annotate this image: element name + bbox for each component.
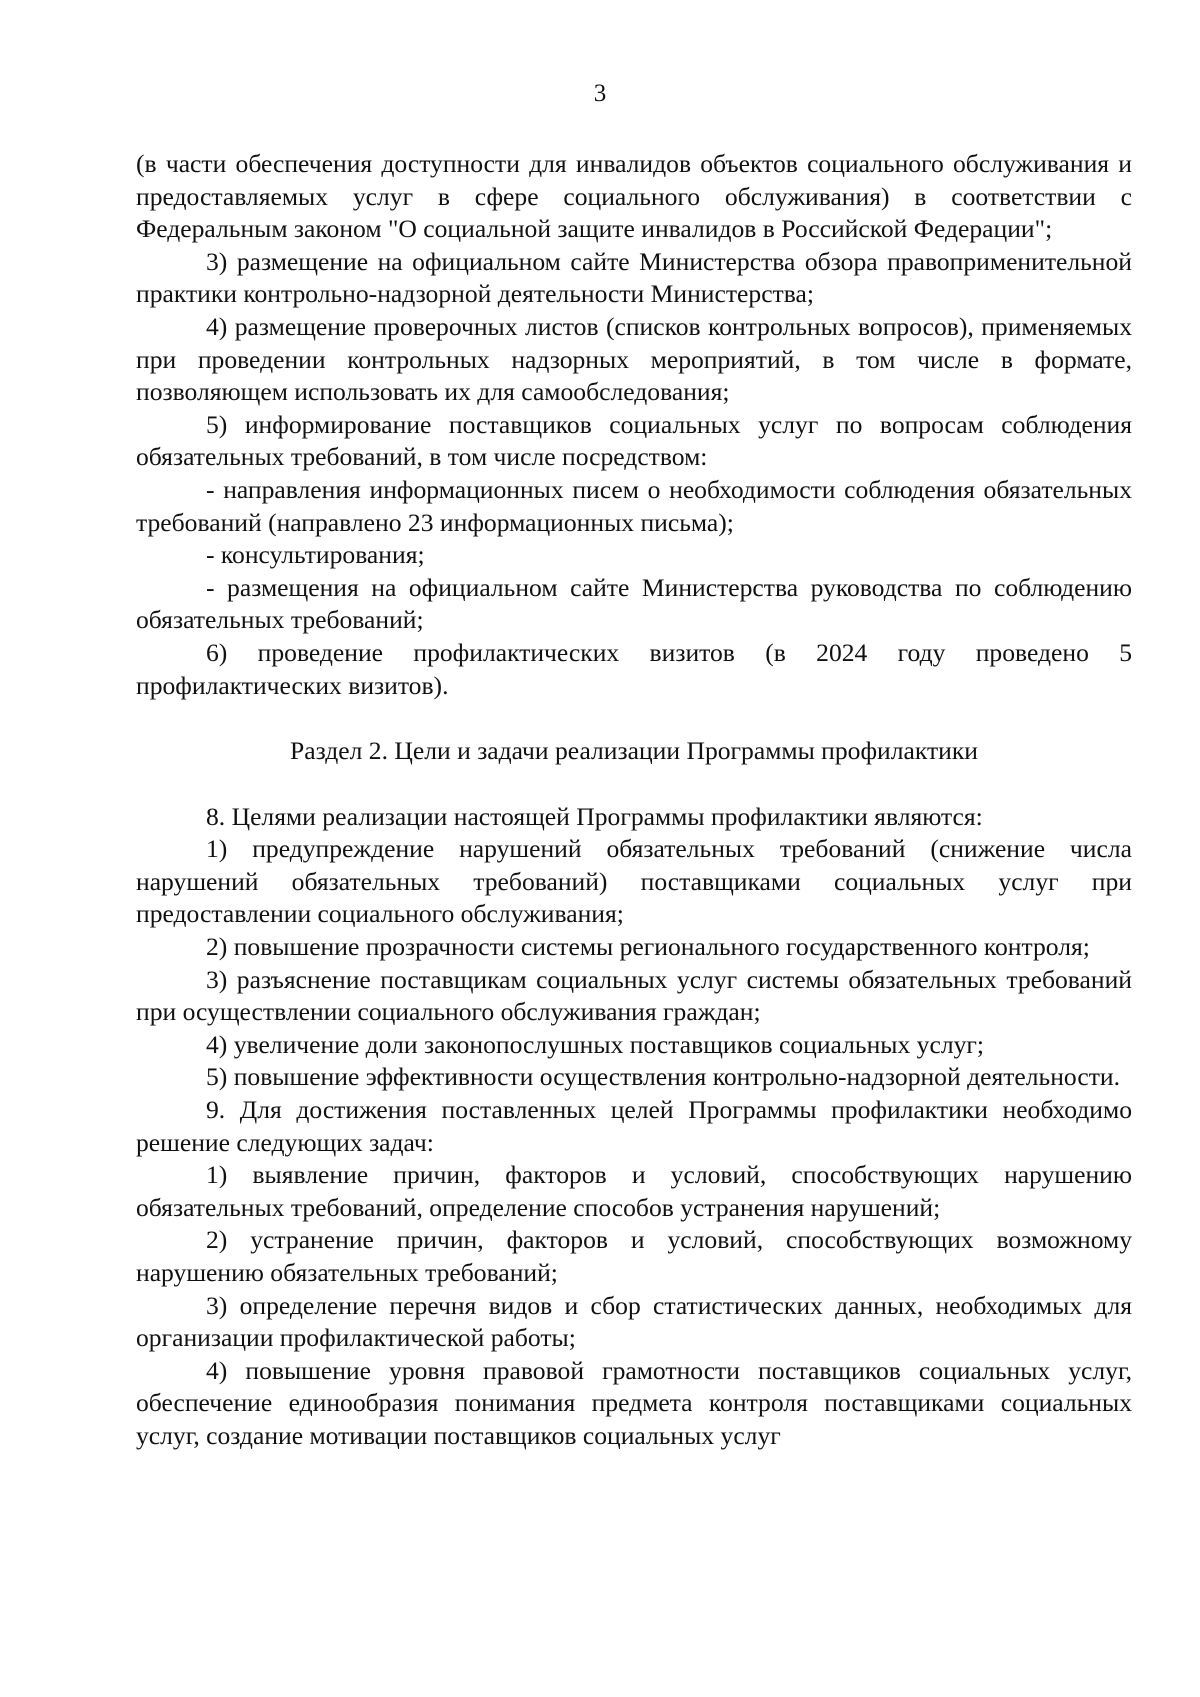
- list-item-6: 6) проведение профилактических визитов (в 2024 году проведено 5 профилактических визитов).: [136, 637, 1132, 700]
- list-item-3: 3) размещение на официальном сайте Министерства обзора правоприменительной практики контрольно-надзорной деятельности Министерства;: [136, 246, 1132, 309]
- section-heading: Раздел 2. Цели и задачи реализации Программы профилактики: [290, 736, 978, 766]
- dash-item-consulting: - консультирования;: [206, 540, 425, 570]
- goal-item-4: 4) увеличение доли законопослушных поставщиков социальных услуг;: [206, 1029, 985, 1059]
- dash-item-guidance: - размещения на официальном сайте Министерства руководства по соблюдению обязательных требований;: [136, 572, 1132, 635]
- task-item-3: 3) определение перечня видов и сбор статистических данных, необходимых для организации профилактической работы;: [136, 1290, 1132, 1353]
- goal-item-1: 1) предупреждение нарушений обязательных требований (снижение числа нарушений обязательных требований) поставщиками социальных услуг при предоставлении социального обслуживания;: [136, 834, 1132, 929]
- document-body: [136, 148, 1132, 1453]
- page-number: 3: [593, 80, 607, 107]
- goal-item-2: 2) повышение прозрачности системы регионального государственного контроля;: [206, 932, 1090, 962]
- goal-item-5: 5) повышение эффективности осуществления контрольно-надзорной деятельности.: [206, 1062, 1120, 1092]
- task-item-2: 2) устранение причин, факторов и условий, способствующих возможному нарушению обязательных требований;: [136, 1225, 1132, 1287]
- task-item-4: 4) повышение уровня правовой грамотности поставщиков социальных услуг, обеспечение единообразия понимания предмета контроля поставщиками социальных услуг, создание мотивации поставщиков социальных услуг: [136, 1355, 1132, 1450]
- list-item-4: 4) размещение проверочных листов (списков контрольных вопросов), применяемых при проведении контрольных надзорных мероприятий, в том числе в формате, позволяющем использовать их для самообследования;: [136, 311, 1132, 407]
- paragraph-9: 9. Для достижения поставленных целей Программы профилактики необходимо решение следующих задач:: [136, 1095, 1132, 1157]
- paragraph-8: 8. Целями реализации настоящей Программы профилактики являются:: [206, 801, 983, 831]
- goal-item-3: 3) разъяснение поставщикам социальных услуг системы обязательных требований при осуществлении социального обслуживания граждан;: [136, 964, 1132, 1027]
- paragraph-continuation: (в части обеспечения доступности для инвалидов объектов социального обслуживания и предоставляемых услуг в сфере социального обслуживания) в соответствии с Федеральным законом "О социальной защите инвалидов в Российской Федерации";: [136, 149, 1132, 244]
- task-item-1: 1) выявление причин, факторов и условий, способствующих нарушению обязательных требований, определение способов устранения нарушений;: [136, 1160, 1132, 1222]
- dash-item-letters: - направления информационных писем о необходимости соблюдения обязательных требований (направлено 23 информационных письма);: [136, 474, 1132, 537]
- list-item-5: 5) информирование поставщиков социальных услуг по вопросам соблюдения обязательных требований, в том числе посредством:: [136, 409, 1132, 472]
